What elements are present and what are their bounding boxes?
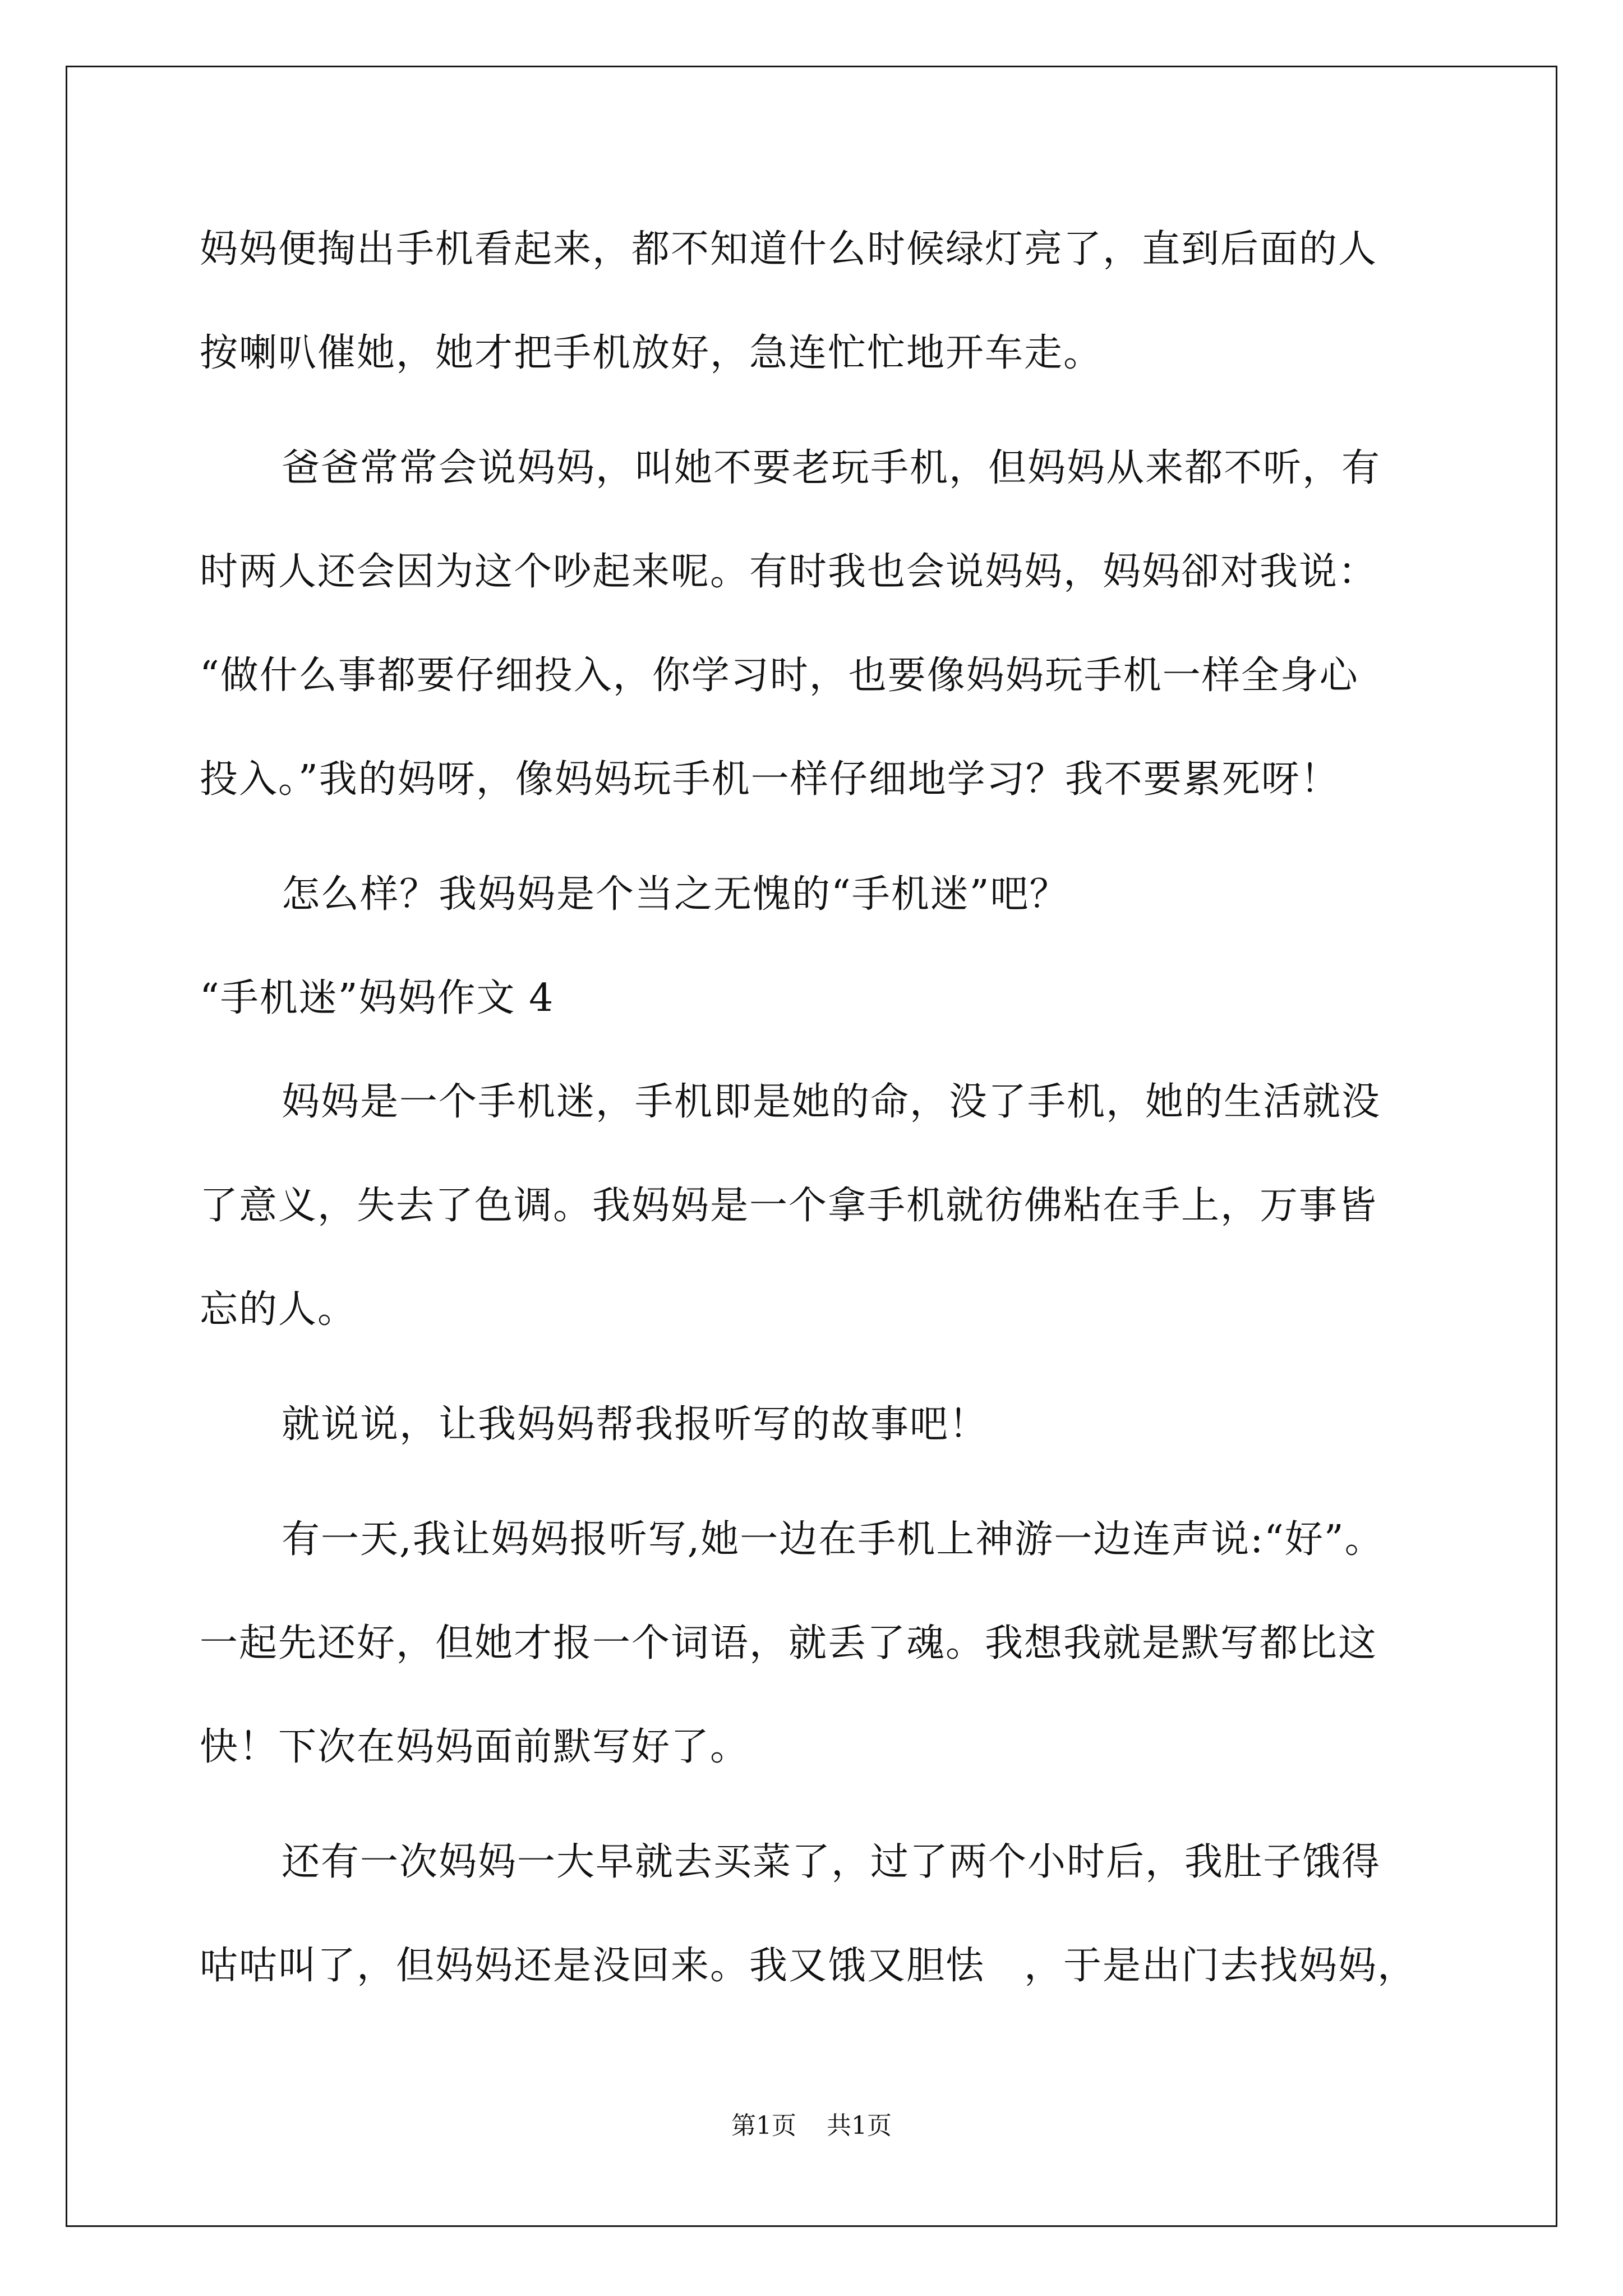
paragraph-start: 就说说，让我妈妈帮我报听写的故事吧！	[282, 1402, 989, 1447]
page-number: 第1页	[731, 2111, 796, 2140]
page-total: 共1页	[827, 2111, 892, 2140]
page-border	[66, 66, 1557, 2227]
text-line: 忘的人。	[200, 1287, 357, 1332]
text-line: 妈妈便掏出手机看起来，都不知道什么时候绿灯亮了，直到后面的人	[200, 227, 1378, 272]
paragraph-start: 妈妈是一个手机迷，手机即是她的命，没了手机，她的生活就没	[282, 1080, 1381, 1124]
text-line: 时两人还会因为这个吵起来呢。有时我也会说妈妈，妈妈卻对我说：	[200, 550, 1378, 594]
text-line: 咕咕叫了，但妈妈还是没回来。我又饿又胆怯 ，于是出门去找妈妈，	[200, 1944, 1417, 1988]
text-line: “做什么事都要仔细投入，你学习时，也要像妈妈玩手机一样全身心	[200, 654, 1359, 698]
page-footer	[0, 2109, 1623, 2143]
paragraph-start: 还有一次妈妈一大早就去买菜了，过了两个小时后，我肚子饿得	[282, 1840, 1381, 1884]
text-line: 投入。”我的妈呀，像妈妈玩手机一样仔细地学习？我不要累死呀！	[200, 757, 1340, 802]
text-line: 快！下次在妈妈面前默写好了。	[200, 1725, 750, 1769]
paragraph-start: 怎么样？我妈妈是个当之无愧的“手机迷”吧？	[282, 872, 1069, 917]
text-line: 按喇叭催她，她才把手机放好，急连忙忙地开车走。	[200, 331, 1103, 375]
text-line: 了意义，失去了色调。我妈妈是一个拿手机就彷佛粘在手上，万事皆	[200, 1184, 1378, 1228]
paragraph-start: 爸爸常常会说妈妈，叫她不要老玩手机，但妈妈从来都不听，有	[282, 446, 1381, 490]
section-heading: “手机迷”妈妈作文 4	[200, 976, 555, 1020]
paragraph-start: 有一天,我让妈妈报听写,她一边在手机上神游一边连声说:“好”。	[282, 1517, 1384, 1562]
text-line: 一起先还好，但她才报一个词语，就丢了魂。我想我就是默写都比这	[200, 1621, 1378, 1665]
